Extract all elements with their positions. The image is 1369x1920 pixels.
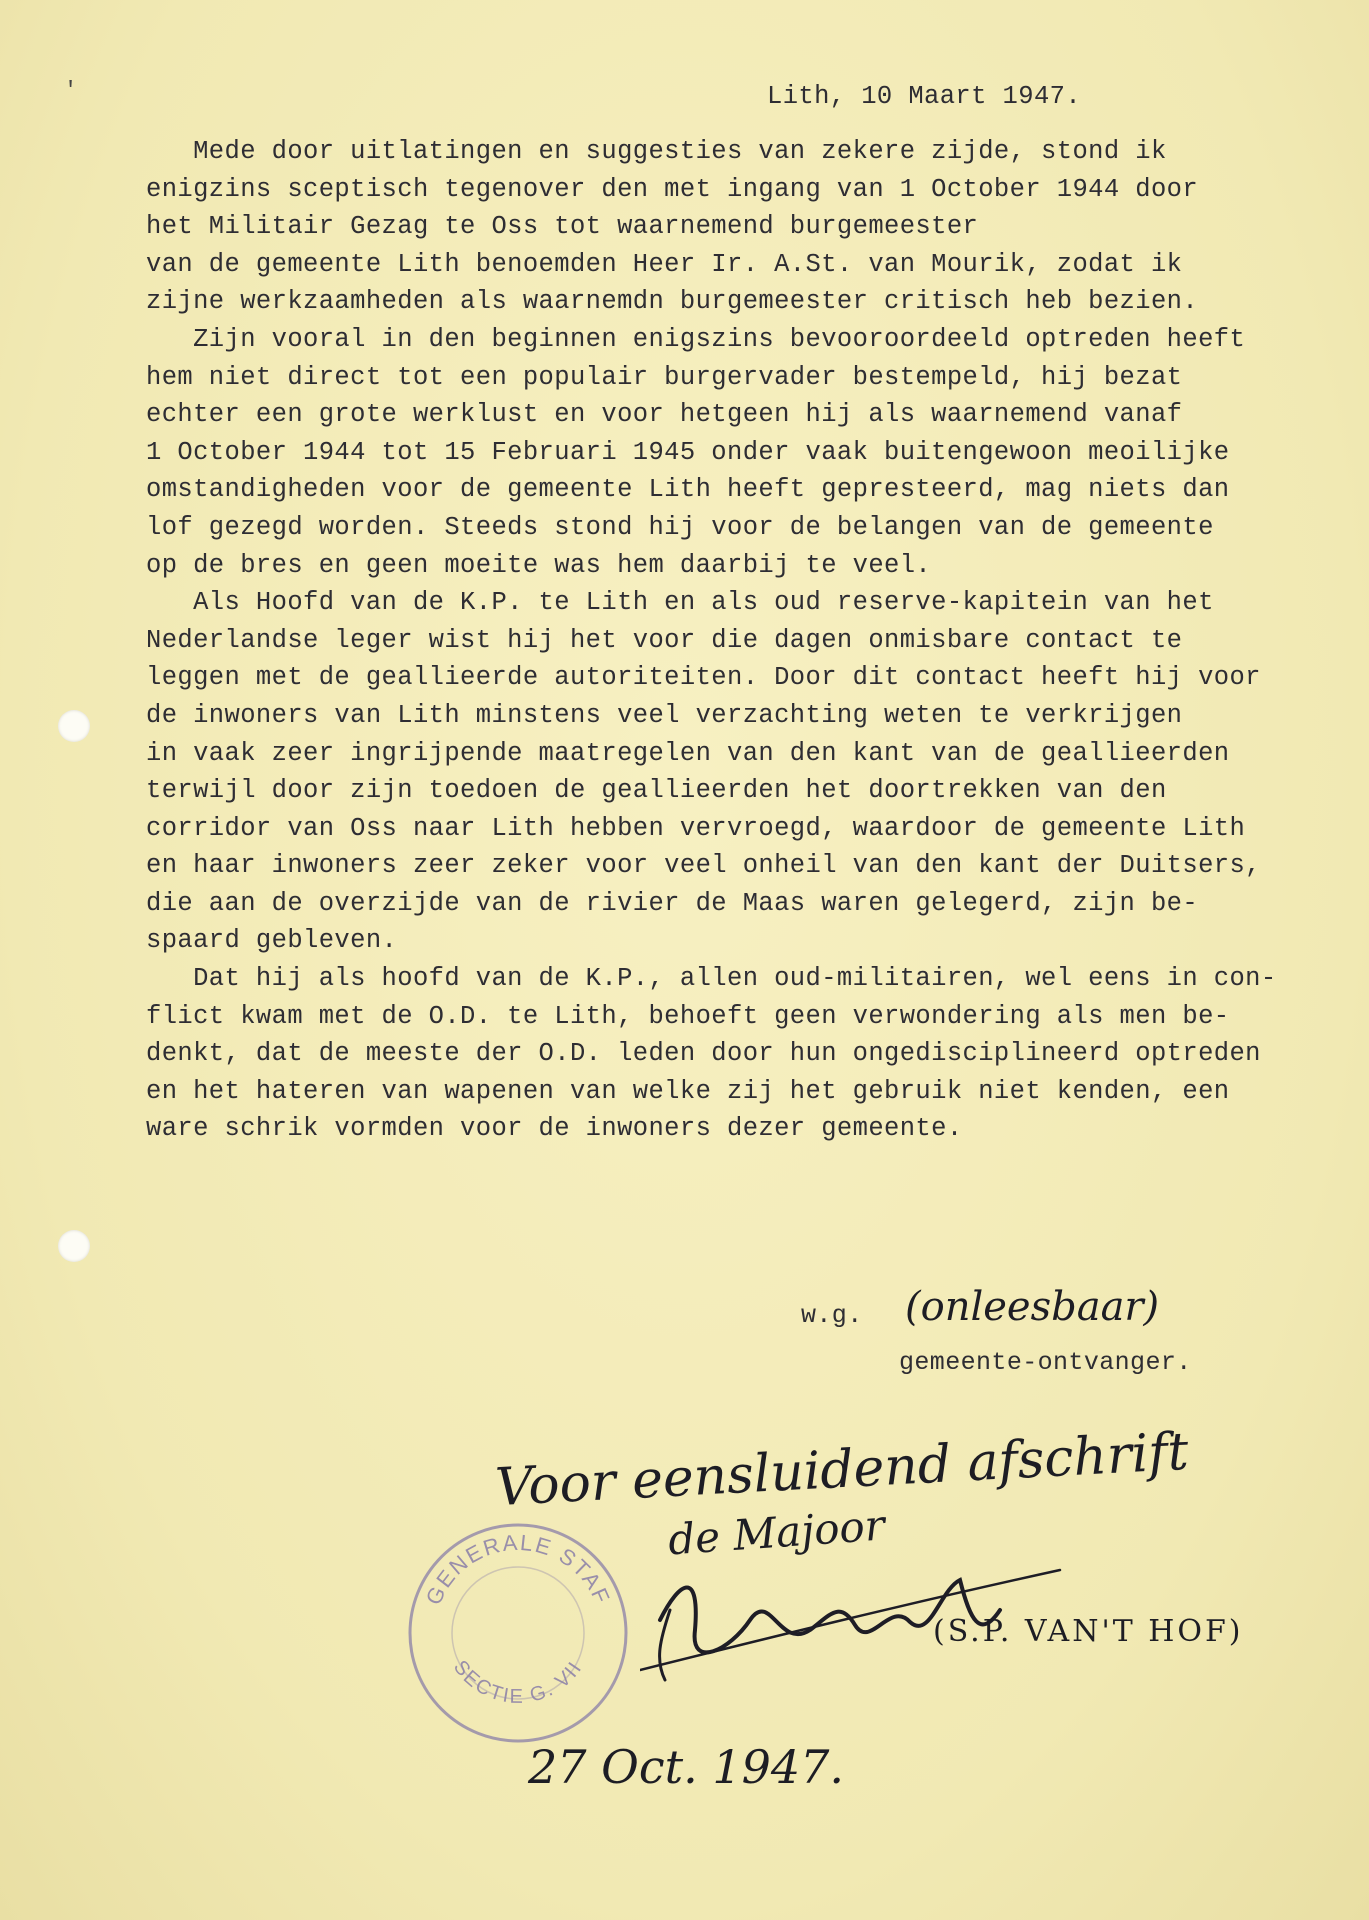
certifier-printed-name: (S.P. VAN'T HOF)	[933, 1614, 1244, 1649]
stamp-top-text: GENERALE STAF	[420, 1529, 616, 1609]
svg-text:GENERALE STAF	[421, 1530, 616, 1609]
letter-body: Mede door uitlatingen en suggesties van zekere zijde, stond ik enigzins sceptisch tegenover den met ingang van 1 October 1944 door het Militair Gezag te Oss tot waarnemend burgemeester van de gemeente Lith benoemden Heer Ir. A.St. van Mourik, zodat ik zijne werkzaamheden als waarnemdn burgemeester critisch heb bezien. Zijn vooral in den beginnen enigszins bevooroordeeld optreden heeft hem niet direct tot een populair burgervader bestempeld, hij bezat echter een grote werklust en voor hetgeen hij als waarnemend vanaf 1 October 1944 tot 15 Februari 1945 onder vaak buitengewoon meoilijke omstandigheden voor de gemeente Lith heeft gepresteerd, mag niets dan lof gezegd worden. Steeds stond hij voor de belangen van de gemeente op de bres en geen moeite was hem daarbij te veel. Als Hoofd van de K.P. te Lith en als oud reserve-kapitein van het Nederlandse leger wist hij het voor die dagen onmisbare contact te leggen met de geallieerde autoriteiten. Door dit contact heeft hij voor de inwoners van Lith minstens veel verzachting weten te verkrijgen in vaak zeer ingrijpende maatregelen van den kant van de geallieerden terwijl door zijn toedoen de geallieerden het doortrekken van den corridor van Oss naar Lith hebben vervroegd, waardoor de gemeente Lith en haar inwoners zeer zeker voor veel onheil van den kant der Duitsers, die aan de overzijde van de rivier de Maas waren gelegerd, zijn be- spaard gebleven. Dat hij als hoofd van de K.P., allen oud-militairen, wel eens in con- flict kwam met de O.D. te Lith, behoeft geen verwondering als men be- denkt, dat de meeste der O.D. leden door hun ongedisciplineerd optreden en het hateren van wapenen van welke zij het gebruik niet kenden, een ware schrik vormden voor de inwoners dezer gemeente.	[146, 137, 1277, 1144]
signatory-role: gemeente-ontvanger.	[899, 1348, 1192, 1377]
punch-hole-top	[58, 710, 90, 742]
certification-date: 27 Oct. 1947.	[528, 1740, 845, 1794]
signed-abbreviation: w.g.	[801, 1301, 863, 1330]
punch-hole-bottom	[58, 1230, 90, 1262]
illegible-handwritten-note: (onleesbaar)	[905, 1284, 1160, 1330]
stamp-bottom-text: SECTIE G. VII	[448, 1656, 587, 1708]
generale-staf-stamp	[405, 1520, 631, 1746]
certification-line: Voor eensluidend afschrift	[493, 1421, 1190, 1519]
svg-text:SECTIE G. VII	[449, 1656, 587, 1707]
letter-date: Lith, 10 Maart 1947.	[767, 82, 1082, 111]
certifier-rank: de Majoor	[666, 1500, 887, 1565]
margin-mark: '	[64, 78, 78, 103]
